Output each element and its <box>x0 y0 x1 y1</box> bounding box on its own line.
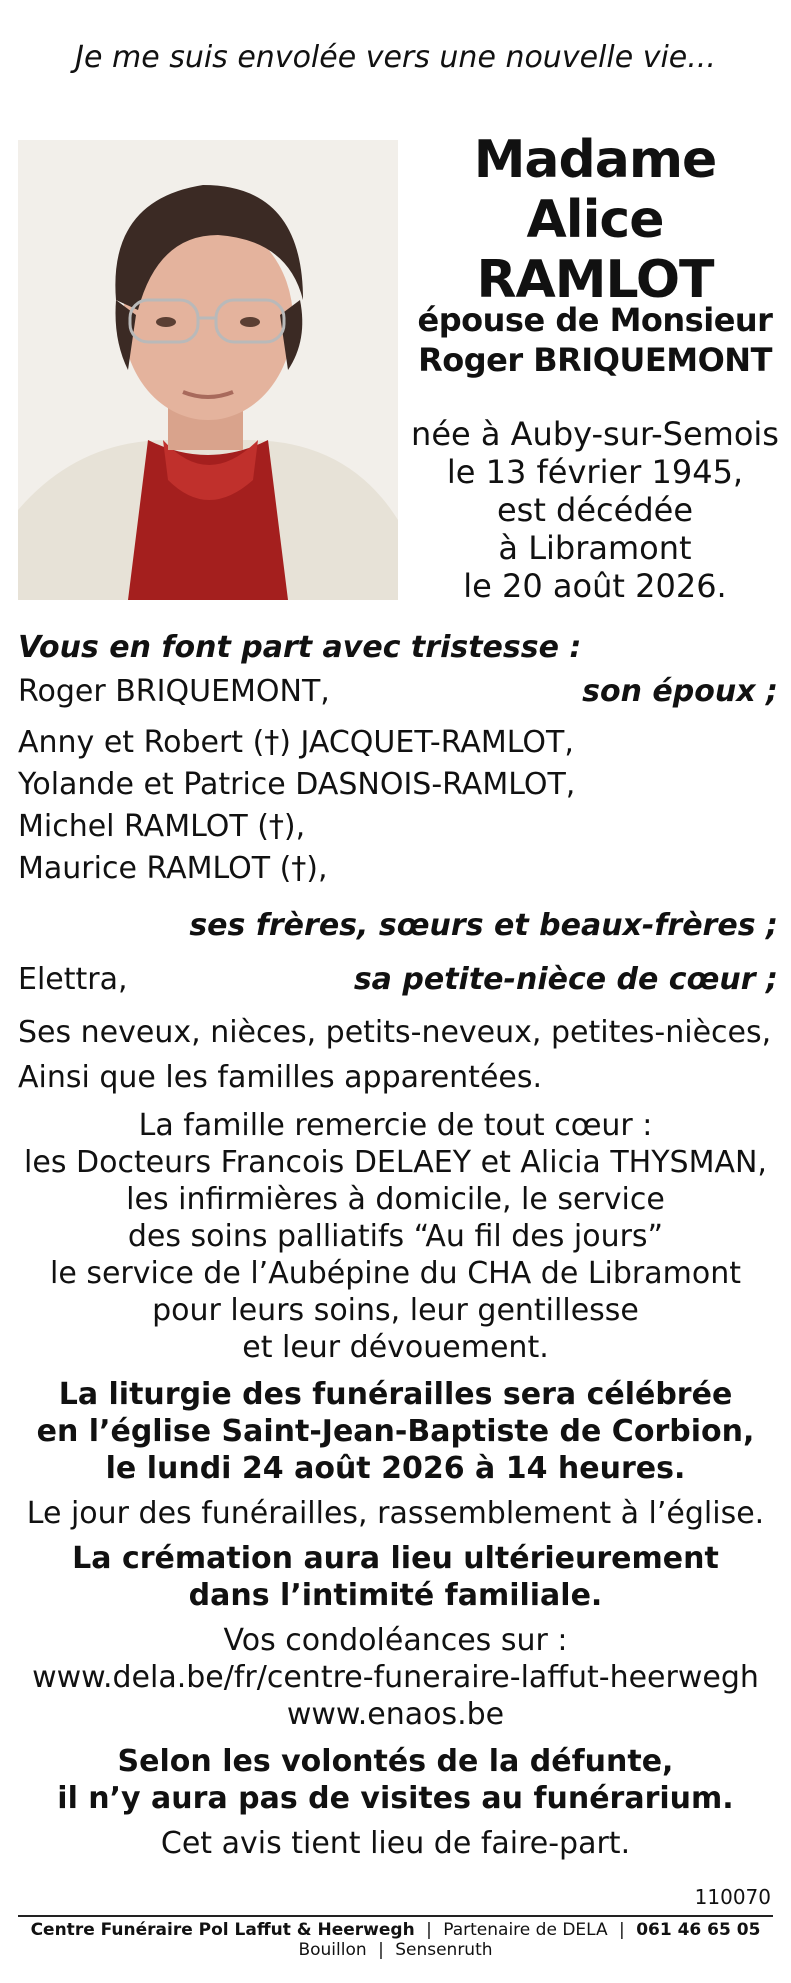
thanks-line: et leur dévouement. <box>242 1330 549 1365</box>
honorific: Madame <box>473 130 717 190</box>
gathering-line: Le jour des funérailles, rassemblement à l’église. <box>26 1496 765 1531</box>
thanks-line: les Docteurs Francois DELAEY et Alicia THYSMAN, <box>24 1145 767 1180</box>
spouse-row <box>18 672 778 712</box>
reference-number: 110070 <box>694 1885 771 1909</box>
condolences-block <box>0 1622 791 1733</box>
sibling-row: Michel RAMLOT (†), <box>18 809 306 844</box>
others-row: Ses neveux, nièces, petits-neveux, petites-nièces, <box>18 1015 772 1050</box>
separator: | <box>426 1920 432 1940</box>
deceased-photo <box>18 140 398 600</box>
portrait-illustration <box>18 140 398 600</box>
spouse-block <box>410 300 780 380</box>
death-date: le 20 août 2026. <box>463 567 727 605</box>
siblings-relation: ses frères, sœurs et beaux-frères ; <box>189 908 778 943</box>
spouse-relation: son époux ; <box>582 674 778 709</box>
phone-number: 061 46 65 05 <box>636 1920 761 1940</box>
closing-line: Cet avis tient lieu de faire-part. <box>160 1826 631 1861</box>
funeral-home-name: Centre Funéraire Pol Laffut & Heerwegh <box>30 1920 415 1940</box>
niece-name: Elettra, <box>18 962 128 997</box>
spouse-name: Roger BRIQUEMONT <box>418 341 772 379</box>
footer-line-2 <box>0 1940 791 1960</box>
footer-divider <box>18 1915 773 1917</box>
spouse-row-name: Roger BRIQUEMONT, <box>18 674 330 709</box>
birth-date: le 13 février 1945, <box>446 453 744 491</box>
footer <box>0 1920 791 1960</box>
motto: Je me suis envolée vers une nouvelle vie... <box>75 40 716 75</box>
thanks-line: le service de l’Aubépine du CHA de Libramont <box>49 1256 741 1291</box>
thanks-line: des soins palliatifs “Au fil des jours” <box>127 1219 664 1254</box>
separator: | <box>378 1940 384 1960</box>
condolences-link[interactable]: www.enaos.be <box>286 1697 505 1732</box>
partner-label: Partenaire de DELA <box>443 1920 608 1940</box>
thanks-block <box>0 1107 791 1366</box>
condolences-intro: Vos condoléances sur : <box>223 1623 568 1658</box>
cremation-line: La crémation aura lieu ultérieurement <box>72 1541 719 1576</box>
death-line: est décédée <box>496 491 694 529</box>
deceased-name <box>410 130 780 310</box>
condolences-link[interactable]: www.dela.be/fr/centre-funeraire-laffut-heerwegh <box>32 1660 759 1695</box>
wishes-line: Selon les volontés de la défunte, <box>117 1744 674 1779</box>
thanks-line: La famille remercie de tout cœur : <box>138 1108 653 1143</box>
birth-line: née à Auby-sur-Semois <box>411 415 779 453</box>
location: Bouillon <box>298 1940 367 1960</box>
thanks-line: les infirmières à domicile, le service <box>126 1182 665 1217</box>
cremation-line: dans l’intimité familiale. <box>188 1578 603 1613</box>
birth-death-block <box>410 415 780 605</box>
liturgy-line: le lundi 24 août 2026 à 14 heures. <box>105 1451 686 1486</box>
location: Sensenruth <box>395 1940 493 1960</box>
spouse-line: épouse de Monsieur <box>417 301 773 339</box>
death-place: à Libramont <box>498 529 692 567</box>
cremation-block <box>0 1540 791 1614</box>
niece-relation: sa petite-nièce de cœur ; <box>353 962 778 997</box>
others-row: Ainsi que les familles apparentées. <box>18 1060 543 1095</box>
full-name: Alice RAMLOT <box>476 190 714 310</box>
liturgy-line: La liturgie des funérailles sera célébrée <box>58 1377 733 1412</box>
liturgy-line: en l’église Saint-Jean-Baptiste de Corbion, <box>36 1414 755 1449</box>
announcers-intro: Vous en font part avec tristesse : <box>18 630 582 665</box>
footer-line-1 <box>0 1920 791 1940</box>
thanks-line: pour leurs soins, leur gentillesse <box>152 1293 639 1328</box>
sibling-row: Yolande et Patrice DASNOIS-RAMLOT, <box>18 767 576 802</box>
separator: | <box>619 1920 625 1940</box>
sibling-row: Maurice RAMLOT (†), <box>18 851 328 886</box>
wishes-line: il n’y aura pas de visites au funérarium. <box>57 1781 734 1816</box>
niece-row <box>18 960 778 1000</box>
sibling-row: Anny et Robert (†) JACQUET-RAMLOT, <box>18 725 574 760</box>
liturgy-block <box>0 1376 791 1487</box>
wishes-block <box>0 1743 791 1817</box>
